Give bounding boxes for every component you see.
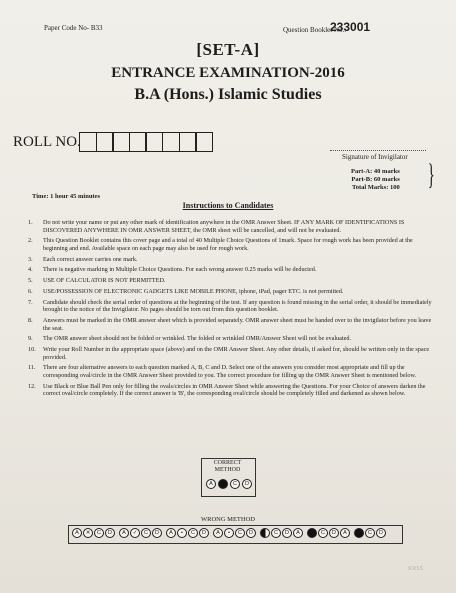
instruction-number: 3. [28, 255, 33, 263]
omr-bubble: • [224, 528, 234, 538]
roll-digit-box[interactable] [129, 132, 147, 152]
instruction-item [28, 364, 438, 379]
instruction-item [28, 346, 438, 361]
instruction-number: 8. [28, 317, 33, 325]
stamp-mark: KRSS [408, 566, 424, 572]
omr-bubble: D [376, 528, 386, 538]
omr-bubble: D [242, 479, 252, 489]
part-a-marks: Part-A: 40 marks [351, 168, 400, 175]
omr-bubble: A [166, 528, 176, 538]
instruction-text: There are four alternative answers to each question marked A, B, C and D. Select one of the answers you consider most appropriate and fill up the corresponding oval/circle in the OMR Answer Sheet provided to you. The correct procedure for filling up the OMR Answer Sheet is mentioned below. [43, 364, 417, 379]
roll-number-boxes[interactable] [79, 132, 212, 152]
instruction-item [28, 317, 438, 332]
omr-bubble: C [318, 528, 328, 538]
wrong-method-label: WRONG METHOD [201, 516, 255, 523]
instruction-item [28, 266, 438, 274]
part-b-marks: Part-B: 60 marks [351, 176, 400, 183]
omr-bubble: A [119, 528, 129, 538]
omr-bubble: A [293, 528, 303, 538]
course-title: B.A (Hons.) Islamic Studies [134, 86, 322, 103]
roll-digit-box[interactable] [79, 132, 97, 152]
omr-bubble: C [235, 528, 245, 538]
omr-bubble: D [199, 528, 209, 538]
omr-bubble: C [94, 528, 104, 538]
instruction-text: Use Black or Blue Ball Pen only for filling the ovals/circles in OMR Answer Sheet while answering the Questions. For your Choice of answers darken the correct oval/circle completely. If the correct answer is 'B', the corresponding oval/circle should be completely filled and darkened as shown below. [43, 382, 426, 398]
omr-bubble: A [213, 528, 223, 538]
instruction-item [28, 383, 438, 398]
omr-bubble [307, 528, 317, 538]
signature-line [330, 150, 426, 151]
instruction-number: 5. [28, 277, 33, 285]
correct-method-bubbles [206, 479, 252, 489]
exam-title: ENTRANCE EXAMINATION-2016 [111, 65, 345, 81]
instruction-item [28, 219, 438, 234]
instruction-text: There is negative marking in Multiple Choice Questions. For each wrong answer 0.25 marks will be deducted. [43, 266, 317, 274]
instruction-number: 12. [28, 382, 36, 390]
instruction-item [28, 335, 438, 343]
omr-bubble: D [105, 528, 115, 538]
omr-bubble: C [230, 479, 240, 489]
omr-bubble: A [206, 479, 216, 489]
omr-bubble: D [282, 528, 292, 538]
instruction-text: USE/POSSESSION OF ELECTRONIC GADGETS LIKE MOBILE PHONE, iphone, iPad, pager ETC. is not permitted. [43, 287, 344, 295]
instruction-text: Each correct answer carries one mark. [43, 255, 138, 263]
instruction-item [28, 277, 438, 285]
omr-bubble: D [329, 528, 339, 538]
omr-bubble: C [141, 528, 151, 538]
omr-bubble: A [72, 528, 82, 538]
instructions-list [28, 219, 438, 401]
omr-bubble: C [188, 528, 198, 538]
omr-bubble: ✕ [83, 528, 93, 538]
wrong-method-bubbles [72, 528, 386, 538]
omr-bubble: A [340, 528, 350, 538]
time-allowed: Time: 1 hour 45 minutes [32, 193, 101, 200]
roll-digit-box[interactable] [96, 132, 114, 152]
omr-bubble: D [246, 528, 256, 538]
instruction-item [28, 256, 438, 264]
omr-bubble: D [152, 528, 162, 538]
instruction-number: 6. [28, 287, 33, 295]
instruction-text: Do not write your name or put any other mark of identification anywhere in the OMR Answer Sheet. IF ANY MARK OF IDENTIFICATIONS IS DISCOVERED ANYWHERE IN OMR ANSWER SHEET, the OMR sheet will be cancelled, and will not be evaluated. [43, 219, 405, 234]
instruction-text: USE OF CALCULATOR IS NOT PERMITTED. [43, 277, 166, 285]
instruction-number: 11. [28, 364, 36, 372]
instruction-text: This Question Booklet contains this cover page and a total of 40 Multiple Choice Questions of 1mark. Space for rough work has been provided at the beginning and end. Available space on each page may also be used for rough work. [43, 237, 413, 252]
marks-breakdown [351, 168, 400, 192]
instruction-number: 10. [28, 346, 36, 354]
booklet-number: 233001 [330, 20, 371, 34]
instruction-number: 2. [28, 237, 33, 245]
roll-digit-box[interactable] [162, 132, 180, 152]
omr-bubble: C [365, 528, 375, 538]
instructions-heading: Instructions to Candidates [182, 201, 274, 210]
omr-bubble: ✓ [130, 528, 140, 538]
instruction-text: Answers must be marked in the OMR answer sheet which is provided separately. OMR answer sheet must be handed over to the invigilator before you leave the seat. [43, 317, 432, 332]
roll-digit-box[interactable] [145, 132, 163, 152]
instruction-number: 9. [28, 335, 33, 343]
total-marks: Total Marks: 100 [351, 184, 400, 191]
omr-bubble [354, 528, 364, 538]
roll-digit-box[interactable] [179, 132, 197, 152]
instruction-text: The OMR answer sheet should not be folded or wrinkled. The folded or wrinkled OMR/Answer Sheet will not be evaluated. [43, 335, 351, 343]
set-title: [SET-A] [196, 40, 260, 59]
instruction-item [28, 288, 438, 296]
booklet-number-label: Question Booklet No.: [283, 26, 347, 34]
instruction-item [28, 237, 438, 252]
instruction-item [28, 299, 438, 314]
roll-number-label: ROLL NO. [13, 134, 81, 150]
instruction-text: Write your Roll Number in the appropriate space (above) and on the OMR Answer Sheet. Any other details, if asked for, should be written only in the space provided. [43, 346, 430, 361]
instruction-number: 4. [28, 266, 33, 274]
instruction-text: Candidate should check the serial order of questions at the beginning of the test. If any question is found missing in the serial order, it should be immediately brought to the notice of the Invigilator. No pages should be torn out from this question booklet. [43, 298, 432, 314]
omr-bubble [260, 528, 270, 538]
roll-digit-box[interactable] [195, 132, 213, 152]
paper-code: Paper Code No- B33 [44, 24, 103, 32]
invigilator-signature-label: Signature of Invigilator [342, 153, 408, 161]
instruction-number: 7. [28, 298, 33, 306]
omr-bubble: C [271, 528, 281, 538]
roll-digit-box[interactable] [112, 132, 130, 152]
brace-icon: } [427, 158, 435, 191]
omr-bubble [218, 479, 228, 489]
omr-bubble: • [177, 528, 187, 538]
instruction-number: 1. [28, 219, 33, 226]
correct-method-label: CORRECT METHOD [213, 460, 242, 473]
